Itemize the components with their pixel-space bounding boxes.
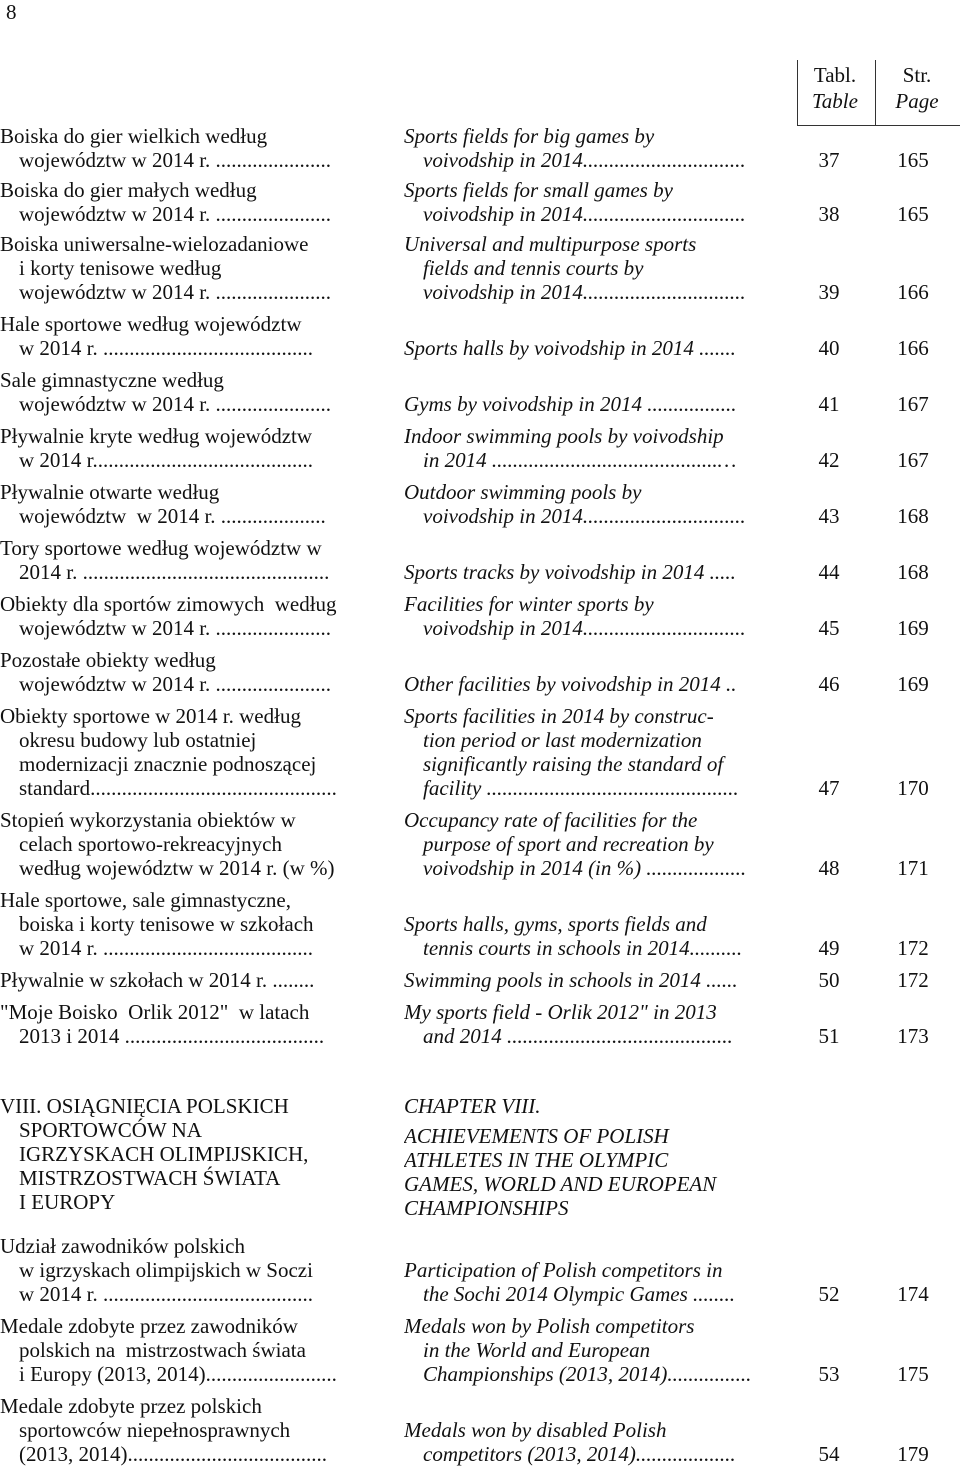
- entry-text-line: Facilities for winter sports by: [404, 592, 654, 616]
- table-number: 40: [818, 336, 840, 360]
- entry-title-pl: [0, 648, 390, 696]
- entry-text-line: voivodship in 2014...............................: [423, 504, 746, 528]
- entry-text-line: modernizacji znacznie podnoszącej: [19, 752, 317, 776]
- entry-title-en: [390, 672, 787, 696]
- entry-title-en: [390, 124, 787, 172]
- entry-text-line: boiska i korty tenisowe w szkołach: [19, 912, 314, 936]
- entry-title-pl: [0, 1000, 390, 1048]
- table-header-en: Table: [812, 89, 858, 113]
- chapter-line: GAMES, WORLD AND EUROPEAN: [404, 1172, 717, 1196]
- entry-title-en: [390, 968, 787, 992]
- entry-title-en: [390, 480, 787, 528]
- table-number: 49: [818, 936, 840, 960]
- page-ref: 174: [897, 1282, 929, 1306]
- entry-title-pl: [0, 1394, 390, 1466]
- entry-text-line: Gyms by voivodship in 2014 .................: [404, 392, 737, 416]
- page-ref: 169: [897, 672, 929, 696]
- page-ref: 175: [897, 1362, 929, 1386]
- entry-text-line: purpose of sport and recreation by: [423, 832, 714, 856]
- entry-text-line: competitors (2013, 2014)...................: [423, 1442, 736, 1466]
- toc-entry: [0, 178, 960, 226]
- table-number: 43: [818, 504, 840, 528]
- entry-text-line: in the World and European: [423, 1338, 651, 1362]
- toc-entry: [0, 592, 960, 640]
- toc-entry: [0, 1314, 960, 1386]
- table-number: 45: [818, 616, 840, 640]
- toc-entry: [0, 704, 960, 800]
- toc-entry: [0, 1234, 960, 1306]
- table-number: 38: [818, 202, 840, 226]
- table-number: 54: [818, 1442, 840, 1466]
- chapter-line: ACHIEVEMENTS OF POLISH: [404, 1124, 669, 1148]
- page-ref: 173: [897, 1024, 929, 1048]
- table-number: 39: [818, 280, 840, 304]
- entry-title-en: [390, 560, 787, 584]
- entry-text-line: Stopień wykorzystania obiektów w: [0, 808, 296, 832]
- entry-title-pl: [0, 808, 390, 880]
- entry-text-line: Swimming pools in schools in 2014 ......: [404, 968, 738, 992]
- table-number: 46: [818, 672, 840, 696]
- page-ref: 165: [897, 202, 929, 226]
- chapter-line: VIII. OSIĄGNIĘCIA POLSKICH: [0, 1094, 289, 1118]
- entry-title-en: [390, 1000, 787, 1048]
- table-number: 50: [818, 968, 840, 992]
- page-ref: 179: [897, 1442, 929, 1466]
- entry-text-line: Sports fields for small games by: [404, 178, 673, 202]
- entry-title-en: [390, 392, 787, 416]
- entry-text-line: Hale sportowe według województw: [0, 312, 302, 336]
- entry-text-line: Pływalnie otwarte według: [0, 480, 220, 504]
- page-ref: 168: [897, 504, 929, 528]
- entry-text-line: fields and tennis courts by: [423, 256, 644, 280]
- page-ref: 165: [897, 148, 929, 172]
- entry-title-pl: [0, 592, 390, 640]
- entry-text-line: Boiska uniwersalne-wielozadaniowe: [0, 232, 309, 256]
- page-ref: 172: [897, 968, 929, 992]
- entry-text-line: województw w 2014 r. ....................: [19, 504, 326, 528]
- entry-title-en: [390, 704, 787, 800]
- entry-text-line: 2014 r. ...............................................: [19, 560, 330, 584]
- entry-title-pl: [0, 232, 390, 304]
- entry-text-line: tennis courts in schools in 2014..........: [423, 936, 743, 960]
- toc-entry: [0, 648, 960, 696]
- chapter-line: CHAMPIONSHIPS: [404, 1196, 569, 1220]
- chapter-line: MISTRZOSTWACH ŚWIATA: [19, 1166, 281, 1190]
- entry-text-line: województw w 2014 r. ......................: [19, 148, 332, 172]
- entry-text-line: okresu budowy lub ostatniej: [19, 728, 257, 752]
- entry-text-line: w 2014 r..........................................: [19, 448, 313, 472]
- page-ref: 171: [897, 856, 929, 880]
- entry-title-pl: [0, 888, 390, 960]
- toc-entry: [0, 808, 960, 880]
- entry-title-pl: [0, 480, 390, 528]
- entry-title-pl: [0, 704, 390, 800]
- entry-title-pl: [0, 124, 390, 172]
- entry-title-pl: [0, 312, 390, 360]
- entry-text-line: celach sportowo-rekreacyjnych: [19, 832, 282, 856]
- entry-text-line: Pływalnie kryte według województw: [0, 424, 313, 448]
- entry-text-line: w igrzyskach olimpijskich w Soczi: [19, 1258, 313, 1282]
- page-header-pl: Str.: [902, 63, 932, 87]
- entry-title-pl: [0, 1234, 390, 1306]
- toc-entry: [0, 888, 960, 960]
- entry-title-pl: [0, 536, 390, 584]
- entry-text-line: Outdoor swimming pools by: [404, 480, 642, 504]
- entry-text-line: Sports tracks by voivodship in 2014 .....: [404, 560, 736, 584]
- page-ref: 168: [897, 560, 929, 584]
- entry-text-line: Udział zawodników polskich: [0, 1234, 245, 1258]
- chapter-line: SPORTOWCÓW NA: [19, 1118, 202, 1142]
- entry-text-line: My sports field - Orlik 2012" in 2013: [404, 1000, 717, 1024]
- entry-text-line: Sports facilities in 2014 by construc-: [404, 704, 714, 728]
- page-ref: 172: [897, 936, 929, 960]
- entry-title-en: [390, 1258, 787, 1306]
- toc-entry: [0, 968, 960, 992]
- entry-text-line: województw w 2014 r. ......................: [19, 280, 332, 304]
- toc-entry: [0, 312, 960, 360]
- entry-text-line: (2013, 2014)......................................: [19, 1442, 327, 1466]
- entry-text-line: voivodship in 2014...............................: [423, 616, 746, 640]
- toc-entry: [0, 1000, 960, 1048]
- entry-text-line: voivodship in 2014...............................: [423, 280, 746, 304]
- toc-entry: [0, 536, 960, 584]
- table-number: 41: [818, 392, 840, 416]
- entry-text-line: województw w 2014 r. ......................: [19, 672, 332, 696]
- page-ref: 169: [897, 616, 929, 640]
- chapter-line: IGRZYSKACH OLIMPIJSKICH,: [19, 1142, 309, 1166]
- entry-text-line: w 2014 r. ........................................: [19, 936, 313, 960]
- page-column-header: [877, 62, 957, 114]
- chapter-title-pl: [0, 1094, 390, 1214]
- entry-title-en: [390, 232, 787, 304]
- entry-text-line: 2013 i 2014 ......................................: [19, 1024, 325, 1048]
- table-number: 44: [818, 560, 840, 584]
- entry-text-line: i Europy (2013, 2014).........................: [19, 1362, 337, 1386]
- entry-text-line: Medals won by Polish competitors: [404, 1314, 695, 1338]
- column-headers: [0, 62, 960, 118]
- entry-text-line: Participation of Polish competitors in: [404, 1258, 723, 1282]
- entry-text-line: facility ................................................: [423, 776, 739, 800]
- entry-text-line: Boiska do gier małych według: [0, 178, 257, 202]
- entry-text-line: województw w 2014 r. ......................: [19, 392, 332, 416]
- entry-text-line: significantly raising the standard of: [423, 752, 724, 776]
- entry-text-line: polskich na mistrzostwach świata: [19, 1338, 306, 1362]
- chapter-title-en: [390, 1094, 787, 1220]
- entry-text-line: in 2014 ...........................................…: [423, 448, 737, 472]
- entry-text-line: Championships (2013, 2014)................: [423, 1362, 752, 1386]
- table-of-contents: [0, 124, 960, 1466]
- entry-text-line: voivodship in 2014 (in %) ...................: [423, 856, 747, 880]
- page-ref: 170: [897, 776, 929, 800]
- entry-text-line: Obiekty sportowe w 2014 r. według: [0, 704, 301, 728]
- table-number: 37: [818, 148, 840, 172]
- table-column-header: [795, 62, 875, 114]
- entry-text-line: Indoor swimming pools by voivodship: [404, 424, 724, 448]
- entry-text-line: w 2014 r. ........................................: [19, 1282, 313, 1306]
- entry-text-line: Hale sportowe, sale gimnastyczne,: [0, 888, 291, 912]
- entry-text-line: Sports halls, gyms, sports fields and: [404, 912, 707, 936]
- entry-title-en: [390, 912, 787, 960]
- entry-text-line: i korty tenisowe według: [19, 256, 222, 280]
- entry-title-en: [390, 424, 787, 472]
- entry-title-en: [390, 808, 787, 880]
- entry-text-line: Medale zdobyte przez polskich: [0, 1394, 262, 1418]
- chapter-heading: [0, 1094, 960, 1220]
- toc-entry: [0, 480, 960, 528]
- entry-title-en: [390, 1314, 787, 1386]
- entry-text-line: Pływalnie w szkołach w 2014 r. ........: [0, 968, 315, 992]
- entry-text-line: Sports halls by voivodship in 2014 .......: [404, 336, 736, 360]
- entry-text-line: województw w 2014 r. ......................: [19, 616, 332, 640]
- chapter-line: CHAPTER VIII.: [404, 1094, 541, 1118]
- entry-text-line: voivodship in 2014...............................: [423, 202, 746, 226]
- entry-title-pl: [0, 424, 390, 472]
- entry-text-line: "Moje Boisko Orlik 2012" w latach: [0, 1000, 310, 1024]
- entry-text-line: standard...............................................: [19, 776, 337, 800]
- entry-text-line: sportowców niepełnosprawnych: [19, 1418, 291, 1442]
- table-number: 52: [818, 1282, 840, 1306]
- entry-text-line: w 2014 r. ........................................: [19, 336, 313, 360]
- entry-text-line: voivodship in 2014...............................: [423, 148, 746, 172]
- entry-text-line: Sale gimnastyczne według: [0, 368, 224, 392]
- entry-title-en: [390, 1418, 787, 1466]
- page-ref: 167: [897, 392, 929, 416]
- entry-text-line: województw w 2014 r. ......................: [19, 202, 332, 226]
- table-number: 42: [818, 448, 840, 472]
- entry-title-pl: [0, 1314, 390, 1386]
- toc-entry: [0, 1394, 960, 1466]
- entry-title-en: [390, 178, 787, 226]
- toc-entry: [0, 368, 960, 416]
- chapter-line: ATHLETES IN THE OLYMPIC: [404, 1148, 669, 1172]
- entry-text-line: Boiska do gier wielkich według: [0, 124, 268, 148]
- entry-title-en: [390, 336, 787, 360]
- entry-text-line: Medale zdobyte przez zawodników: [0, 1314, 298, 1338]
- entry-text-line: Occupancy rate of facilities for the: [404, 808, 698, 832]
- table-number: 51: [818, 1024, 840, 1048]
- entry-text-line: Pozostałe obiekty według: [0, 648, 216, 672]
- table-number: 47: [818, 776, 840, 800]
- entry-text-line: Medals won by disabled Polish: [404, 1418, 667, 1442]
- entry-text-line: Other facilities by voivodship in 2014 ..: [404, 672, 737, 696]
- entry-title-pl: [0, 178, 390, 226]
- toc-entry: [0, 124, 960, 172]
- entry-text-line: the Sochi 2014 Olympic Games ........: [423, 1282, 736, 1306]
- entry-text-line: Universal and multipurpose sports: [404, 232, 697, 256]
- entry-text-line: tion period or last modernization: [423, 728, 702, 752]
- entry-title-pl: [0, 368, 390, 416]
- page-header-en: Page: [895, 89, 939, 113]
- page-number: 8: [6, 0, 17, 24]
- table-number: 53: [818, 1362, 840, 1386]
- entry-text-line: według województw w 2014 r. (w %): [19, 856, 335, 880]
- entry-text-line: Tory sportowe według województw w: [0, 536, 322, 560]
- page-ref: 167: [897, 448, 929, 472]
- page-ref: 166: [897, 280, 929, 304]
- entry-text-line: and 2014 ...........................................: [423, 1024, 733, 1048]
- entry-title-en: [390, 592, 787, 640]
- table-number: 48: [818, 856, 840, 880]
- toc-entry: [0, 232, 960, 304]
- entry-text-line: Sports fields for big games by: [404, 124, 655, 148]
- entry-title-pl: [0, 968, 390, 992]
- toc-entry: [0, 424, 960, 472]
- page-ref: 166: [897, 336, 929, 360]
- chapter-line: I EUROPY: [19, 1190, 116, 1214]
- table-header-pl: Tabl.: [813, 63, 857, 87]
- entry-text-line: Obiekty dla sportów zimowych według: [0, 592, 337, 616]
